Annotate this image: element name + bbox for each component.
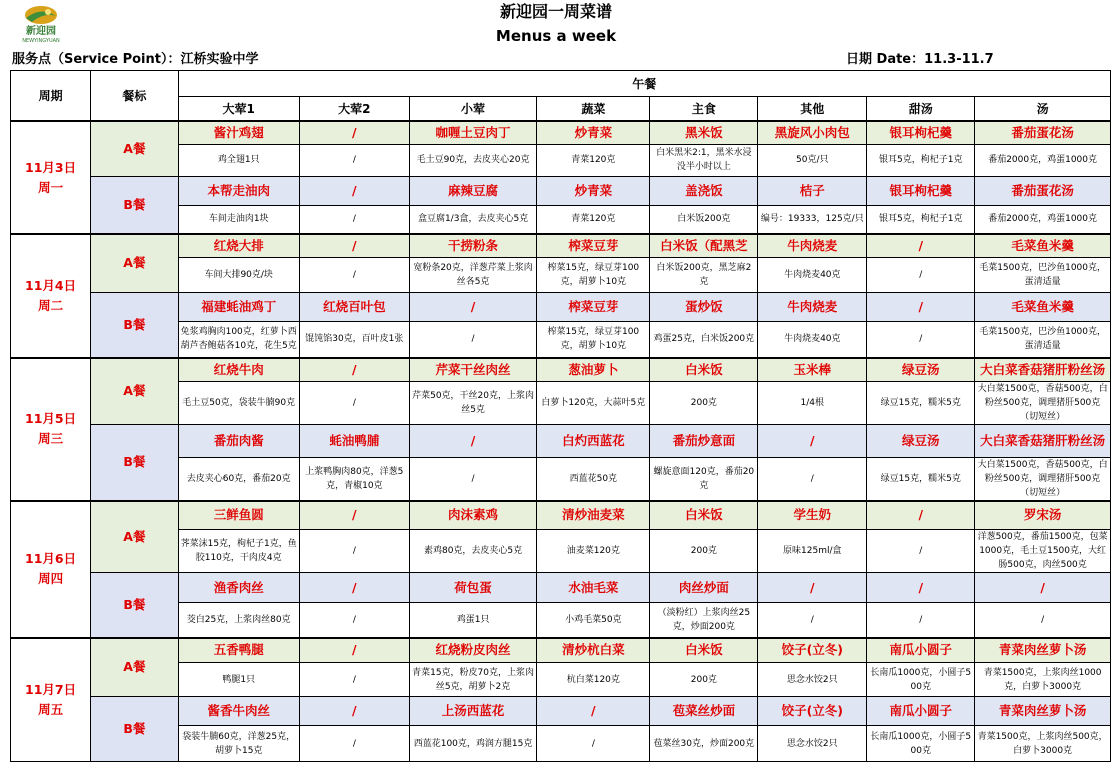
day-weekday: 周五 xyxy=(38,701,64,717)
meal-type: A餐 xyxy=(91,358,178,424)
menu-name-row xyxy=(11,121,1111,144)
dish-name: 红烧百叶包 xyxy=(299,292,409,321)
header-meal: 餐标 xyxy=(91,71,178,122)
dish-name: 酱汁鸡翅 xyxy=(178,121,299,144)
column-header: 汤 xyxy=(975,97,1111,122)
dish-name: / xyxy=(867,292,975,321)
dish-name: 白米饭（配黑芝 xyxy=(650,234,758,257)
dish-detail: 银耳5克，枸杞子1克 xyxy=(867,144,975,176)
dish-detail: 苞菜丝30克，炒面200克 xyxy=(650,726,758,762)
dish-detail: 馄饨馅30克，百叶皮1张 xyxy=(299,321,409,358)
dish-detail: 杭白菜120克 xyxy=(537,663,650,697)
dish-detail: 免浆鸡胸肉100克，红萝卜西葫芦杏鲍菇各10克，花生5克 xyxy=(178,321,299,358)
dish-name: 毛菜鱼米羹 xyxy=(975,292,1111,321)
dish-name: 肉沫素鸡 xyxy=(409,501,536,530)
dish-name: 桔子 xyxy=(758,176,867,205)
dish-name: 大白菜香菇猪肝粉丝汤 xyxy=(975,424,1111,457)
dish-detail: / xyxy=(409,321,536,358)
dish-detail: 青菜120克 xyxy=(537,144,650,176)
dish-detail: 编号：19333，125克/只 xyxy=(758,205,867,234)
dish-name: 饺子(立冬) xyxy=(758,638,867,663)
dish-detail: 毛土豆50克，袋装牛腩90克 xyxy=(178,381,299,424)
meal-type: B餐 xyxy=(91,573,178,638)
dish-detail: / xyxy=(299,257,409,292)
dish-detail: 白萝卜120克，大蒜叶5克 xyxy=(537,381,650,424)
dish-name: / xyxy=(299,121,409,144)
dish-name: / xyxy=(867,501,975,530)
dish-name: 番茄炒意面 xyxy=(650,424,758,457)
dish-detail: 牛肉烧麦40克 xyxy=(758,321,867,358)
logo-subtext: NEWYINGYUAN xyxy=(22,38,60,44)
dish-detail: 200克 xyxy=(650,530,758,573)
dish-name: / xyxy=(299,358,409,381)
day-cell xyxy=(11,638,91,762)
dish-name: 白米饭 xyxy=(650,358,758,381)
day-cell xyxy=(11,501,91,638)
dish-detail: 绿豆15克，糯米5克 xyxy=(867,381,975,424)
meal-type: A餐 xyxy=(91,121,178,176)
column-header: 蔬菜 xyxy=(537,97,650,122)
dish-detail: / xyxy=(299,663,409,697)
meal-type: B餐 xyxy=(91,292,178,358)
dish-detail: 榨菜15克，绿豆芽100克，胡萝卜10克 xyxy=(537,321,650,358)
dish-detail: 白米黑米2:1，黑米水浸没半小时以上 xyxy=(650,144,758,176)
dish-name: 番茄蛋花汤 xyxy=(975,121,1111,144)
dish-name: 盖浇饭 xyxy=(650,176,758,205)
dish-detail: / xyxy=(299,381,409,424)
dish-detail: 白米饭200克，黑芝麻2克 xyxy=(650,257,758,292)
meal-type: B餐 xyxy=(91,697,178,762)
day-cell xyxy=(11,358,91,501)
page-subtitle: Menus a week xyxy=(495,27,617,45)
dish-detail: / xyxy=(758,457,867,501)
dish-name: 榨菜豆芽 xyxy=(537,234,650,257)
dish-name: 罗宋汤 xyxy=(975,501,1111,530)
dish-detail: 银耳5克，枸杞子1克 xyxy=(867,205,975,234)
dish-detail: 荠菜沫15克，枸杞子1克，鱼胶110克，干肉皮4克 xyxy=(178,530,299,573)
dish-detail: / xyxy=(409,457,536,501)
column-header: 主食 xyxy=(650,97,758,122)
menu-name-row xyxy=(11,424,1111,457)
dish-name: 干捞粉条 xyxy=(409,234,536,257)
dish-name: / xyxy=(409,292,536,321)
dish-detail: / xyxy=(299,144,409,176)
dish-detail: 大白菜1500克，香菇500克，白粉丝500克，调理猪肝500克（切短丝） xyxy=(975,381,1111,424)
day-weekday: 周四 xyxy=(38,571,64,586)
dish-name: 炒青菜 xyxy=(537,176,650,205)
menu-name-row xyxy=(11,501,1111,530)
dish-detail: 青菜1500克，上浆肉丝1000克，白萝卜3000克 xyxy=(975,663,1111,697)
dish-name: 水油毛菜 xyxy=(537,573,650,603)
dish-detail: 鸡蛋1只 xyxy=(409,603,536,638)
dish-name: / xyxy=(975,573,1111,603)
dish-name: 饺子(立冬) xyxy=(758,697,867,726)
dish-detail: 番茄2000克，鸡蛋1000克 xyxy=(975,205,1111,234)
dish-detail: 洋葱500克，番茄1500克，包菜1000克，毛土豆1500克，大红肠500克，肉丝500克 xyxy=(975,530,1111,573)
dish-detail: 车间走油肉1块 xyxy=(178,205,299,234)
day-cell xyxy=(11,121,91,234)
dish-name: 青菜肉丝萝卜汤 xyxy=(975,638,1111,663)
dish-detail: 青菜15克，粉皮70克，上浆肉丝5克，胡萝卜2克 xyxy=(409,663,536,697)
dish-detail: 白米饭200克 xyxy=(650,205,758,234)
dish-detail: / xyxy=(867,530,975,573)
dish-detail: / xyxy=(299,603,409,638)
dish-name: 白米饭 xyxy=(650,638,758,663)
dish-name: / xyxy=(537,697,650,726)
dish-detail: / xyxy=(867,603,975,638)
dish-name: 番茄肉酱 xyxy=(178,424,299,457)
dish-name: 咖喱土豆肉丁 xyxy=(409,121,536,144)
dish-detail: 袋装牛腩60克，洋葱25克，胡萝卜15克 xyxy=(178,726,299,762)
menu-name-row xyxy=(11,234,1111,257)
day-date: 11月5日 xyxy=(25,411,77,427)
dish-detail: 宽粉条20克，洋葱芹菜上浆肉丝各5克 xyxy=(409,257,536,292)
dish-detail: 上浆鸭胸肉80克，洋葱5克，青椒10克 xyxy=(299,457,409,501)
page-title: 新迎园一周菜谱 xyxy=(499,2,612,21)
service-point: 服务点（Service Point）：江桥实验中学 xyxy=(12,52,259,67)
weekly-menu-table xyxy=(10,70,1111,762)
dish-detail: 1/4根 xyxy=(758,381,867,424)
dish-detail: 毛菜1500克，巴沙鱼1000克，蛋清适量 xyxy=(975,257,1111,292)
dish-name: 三鲜鱼圆 xyxy=(178,501,299,530)
dish-detail: 50克/只 xyxy=(758,144,867,176)
dish-name: 黑米饭 xyxy=(650,121,758,144)
dish-name: 蛋炒饭 xyxy=(650,292,758,321)
meal-type: B餐 xyxy=(91,424,178,501)
dish-detail: 毛土豆90克，去皮夹心20克 xyxy=(409,144,536,176)
dish-name: / xyxy=(299,697,409,726)
dish-name: 牛肉烧麦 xyxy=(758,234,867,257)
dish-detail: 小鸡毛菜50克 xyxy=(537,603,650,638)
logo-text: 新迎园 xyxy=(26,26,56,37)
day-date: 11月4日 xyxy=(25,278,77,293)
column-header: 大荤1 xyxy=(178,97,299,122)
dish-name: / xyxy=(758,424,867,457)
dish-name: 榨菜豆芽 xyxy=(537,292,650,321)
dish-name: 青菜肉丝萝卜汤 xyxy=(975,697,1111,726)
dish-detail: 油麦菜120克 xyxy=(537,530,650,573)
dish-name: 黑旋风小肉包 xyxy=(758,121,867,144)
dish-name: 本帮走油肉 xyxy=(178,176,299,205)
dish-name: 白灼西蓝花 xyxy=(537,424,650,457)
dish-name: 番茄蛋花汤 xyxy=(975,176,1111,205)
dish-detail: 芹菜50克，干丝20克，上浆肉丝5克 xyxy=(409,381,536,424)
dish-name: / xyxy=(299,176,409,205)
date-range: 日期 Date：11.3-11.7 xyxy=(846,52,994,67)
dish-name: 银耳枸杞羹 xyxy=(867,176,975,205)
menu-name-row xyxy=(11,573,1111,603)
dish-detail: 素鸡80克，去皮夹心5克 xyxy=(409,530,536,573)
dish-name: 绿豆汤 xyxy=(867,424,975,457)
dish-detail: 长南瓜1000克，小圆子500克 xyxy=(867,663,975,697)
dish-name: 渔香肉丝 xyxy=(178,573,299,603)
dish-name: 苞菜丝炒面 xyxy=(650,697,758,726)
dish-detail: 鸡全翅1只 xyxy=(178,144,299,176)
dish-detail: 茭白25克，上浆肉丝80克 xyxy=(178,603,299,638)
dish-name: 上汤西蓝花 xyxy=(409,697,536,726)
dish-name: 五香鸭腿 xyxy=(178,638,299,663)
dish-name: 清炒杭白菜 xyxy=(537,638,650,663)
meal-type: A餐 xyxy=(91,638,178,697)
dish-name: / xyxy=(409,424,536,457)
dish-name: 麻辣豆腐 xyxy=(409,176,536,205)
day-weekday: 周三 xyxy=(38,431,64,447)
dish-name: 酱香牛肉丝 xyxy=(178,697,299,726)
dish-name: 玉米棒 xyxy=(758,358,867,381)
dish-name: 南瓜小圆子 xyxy=(867,638,975,663)
menu-name-row xyxy=(11,697,1111,726)
dish-detail: 思念水饺2只 xyxy=(758,663,867,697)
day-weekday: 周二 xyxy=(38,298,64,313)
day-date: 11月7日 xyxy=(25,681,77,697)
dish-detail: / xyxy=(867,321,975,358)
meal-type: A餐 xyxy=(91,234,178,292)
dish-name: 学生奶 xyxy=(758,501,867,530)
dish-name: 肉丝炒面 xyxy=(650,573,758,603)
dish-detail: 绿豆15克，糯米5克 xyxy=(867,457,975,501)
column-header: 甜汤 xyxy=(867,97,975,122)
dish-name: 蚝油鸭脯 xyxy=(299,424,409,457)
meal-type: B餐 xyxy=(91,176,178,234)
dish-detail: / xyxy=(758,603,867,638)
dish-detail: 鸭腿1只 xyxy=(178,663,299,697)
dish-detail: 长南瓜1000克，小圆子500克 xyxy=(867,726,975,762)
dish-name: 毛菜鱼米羹 xyxy=(975,234,1111,257)
dish-detail: / xyxy=(537,726,650,762)
dish-name: 绿豆汤 xyxy=(867,358,975,381)
column-header: 大荤2 xyxy=(299,97,409,122)
header-lunch-group: 午餐 xyxy=(178,71,1110,97)
menu-name-row xyxy=(11,358,1111,381)
dish-name: / xyxy=(867,234,975,257)
dish-name: / xyxy=(299,638,409,663)
day-weekday: 周一 xyxy=(38,179,64,195)
dish-detail: 榨菜15克，绿豆芽100克，胡萝卜10克 xyxy=(537,257,650,292)
dish-detail: 番茄2000克，鸡蛋1000克 xyxy=(975,144,1111,176)
dish-name: 大白菜香菇猪肝粉丝汤 xyxy=(975,358,1111,381)
dish-name: / xyxy=(299,501,409,530)
day-date: 11月3日 xyxy=(25,159,77,175)
column-header: 小荤 xyxy=(409,97,536,122)
dish-name: 清炒油麦菜 xyxy=(537,501,650,530)
meal-type: A餐 xyxy=(91,501,178,573)
menu-name-row xyxy=(11,292,1111,321)
day-date: 11月6日 xyxy=(25,551,77,566)
dish-name: 福建蚝油鸡丁 xyxy=(178,292,299,321)
dish-name: / xyxy=(299,573,409,603)
dish-detail: 毛菜1500克，巴沙鱼1000克，蛋清适量 xyxy=(975,321,1111,358)
dish-detail: 青菜1500克，上浆肉丝500克，白萝卜3000克 xyxy=(975,726,1111,762)
dish-detail: / xyxy=(975,603,1111,638)
dish-detail: 西蓝花50克 xyxy=(537,457,650,501)
dish-name: 南瓜小圆子 xyxy=(867,697,975,726)
dish-detail: 鸡蛋25克，白米饭200克 xyxy=(650,321,758,358)
dish-detail: / xyxy=(299,530,409,573)
dish-detail: 200克 xyxy=(650,381,758,424)
dish-name: 红烧大排 xyxy=(178,234,299,257)
dish-detail: 盒豆腐1/3盒，去皮夹心5克 xyxy=(409,205,536,234)
dish-detail: 去皮夹心60克，番茄20克 xyxy=(178,457,299,501)
dish-name: 红烧牛肉 xyxy=(178,358,299,381)
dish-name: 牛肉烧麦 xyxy=(758,292,867,321)
dish-detail: 200克 xyxy=(650,663,758,697)
dish-detail: / xyxy=(299,205,409,234)
dish-detail: 牛肉烧麦40克 xyxy=(758,257,867,292)
dish-name: 银耳枸杞羹 xyxy=(867,121,975,144)
dish-detail: 西蓝花100克，鸡润方腿15克 xyxy=(409,726,536,762)
dish-name: 红烧粉皮肉丝 xyxy=(409,638,536,663)
dish-name: / xyxy=(299,234,409,257)
dish-name: / xyxy=(758,573,867,603)
dish-name: 葱油萝卜 xyxy=(537,358,650,381)
dish-detail: / xyxy=(299,726,409,762)
dish-detail: 大白菜1500克，香菇500克，白粉丝500克，调理猪肝500克（切短丝） xyxy=(975,457,1111,501)
dish-name: 荷包蛋 xyxy=(409,573,536,603)
dish-detail: （淡粉红）上浆肉丝25克，炒面200克 xyxy=(650,603,758,638)
dish-detail: 车间大排90克/块 xyxy=(178,257,299,292)
dish-detail: 螺旋意面120克，番茄20克 xyxy=(650,457,758,501)
header-day: 周期 xyxy=(11,71,91,122)
dish-detail: 青菜120克 xyxy=(537,205,650,234)
day-cell xyxy=(11,234,91,358)
dish-detail: / xyxy=(867,257,975,292)
column-header: 其他 xyxy=(758,97,867,122)
menu-name-row xyxy=(11,176,1111,205)
dish-detail: 思念水饺2只 xyxy=(758,726,867,762)
menu-name-row xyxy=(11,638,1111,663)
dish-name: 白米饭 xyxy=(650,501,758,530)
dish-detail: 原味125ml/盒 xyxy=(758,530,867,573)
dish-name: 炒青菜 xyxy=(537,121,650,144)
dish-name: 芹菜干丝肉丝 xyxy=(409,358,536,381)
dish-name: / xyxy=(867,573,975,603)
